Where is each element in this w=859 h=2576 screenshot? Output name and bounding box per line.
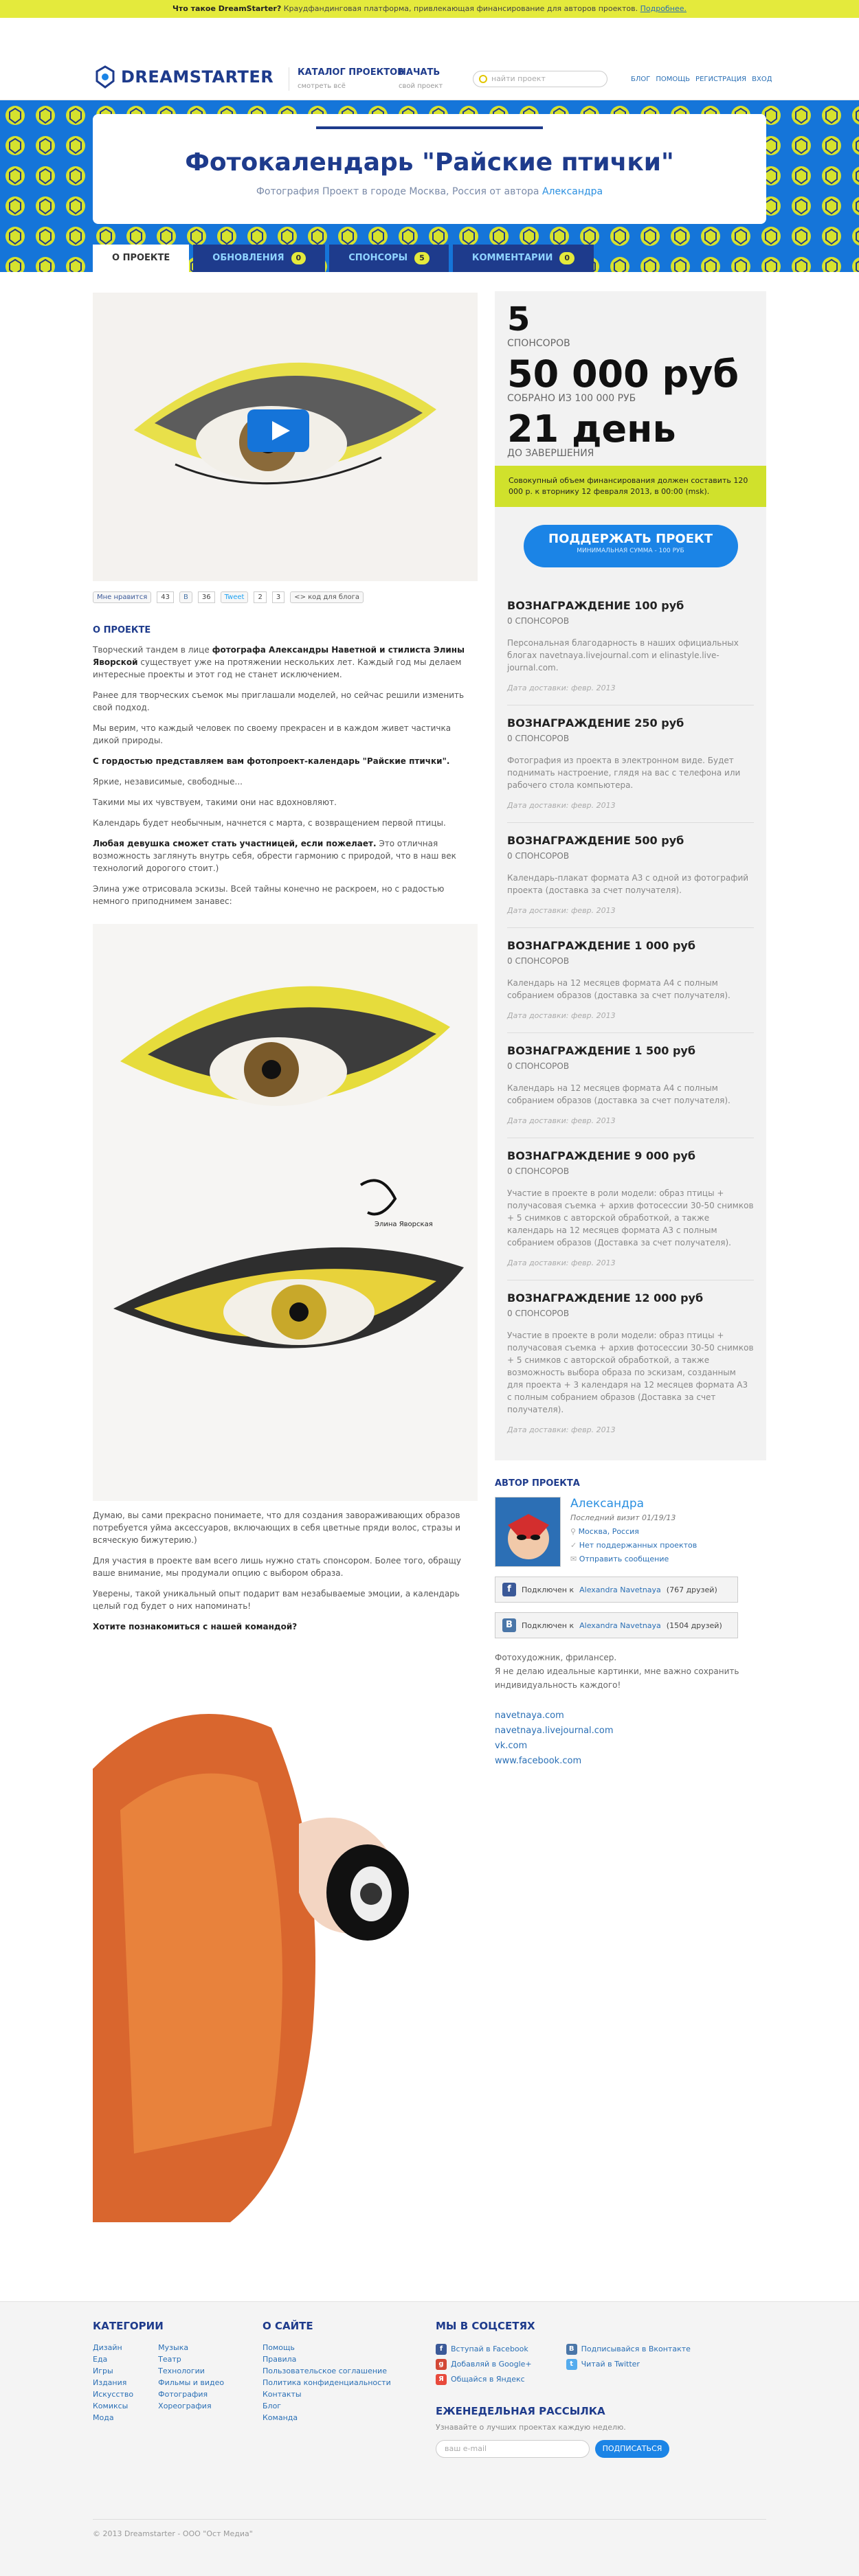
support-wrap <box>507 525 754 581</box>
footer-categories <box>93 2320 224 2424</box>
author-name[interactable]: Александра <box>570 1497 645 1511</box>
category-link[interactable]: Фильмы и видео <box>158 2378 225 2387</box>
reward-sponsors: 0 СПОНСОРОВ <box>507 1061 570 1071</box>
bold-text: фотографа Александры Наветной и стилиста Элины Яворской <box>93 645 465 667</box>
login-link[interactable]: ВХОД <box>752 76 772 83</box>
fb-profile-link[interactable]: Alexandra Navetnaya <box>579 1585 661 1594</box>
days-left: 21 день <box>507 407 676 451</box>
logo[interactable] <box>93 65 274 89</box>
register-link[interactable]: РЕГИСТРАЦИЯ <box>695 76 747 83</box>
about-paragraph <box>93 644 478 681</box>
tab-label: О ПРОЕКТЕ <box>112 252 170 263</box>
reward-date: Дата доставки: февр. 2013 <box>507 1011 616 1020</box>
yandex-link[interactable] <box>436 2372 532 2387</box>
tab-badge: 0 <box>291 252 306 264</box>
catalog-menu[interactable] <box>289 67 404 91</box>
category-link[interactable]: Мода <box>93 2413 114 2422</box>
text: Творческий тандем в лице <box>93 645 212 655</box>
reward-date: Дата доставки: февр. 2013 <box>507 906 616 915</box>
catalog-link[interactable]: КАТАЛОГ ПРОЕКТОВ <box>298 67 405 78</box>
reward-sponsors: 0 СПОНСОРОВ <box>507 956 570 966</box>
check-icon: ✓ <box>570 1541 579 1550</box>
reward-title: ВОЗНАГРАЖДЕНИЕ 12 000 руб <box>507 1291 704 1304</box>
sketches-image <box>93 924 478 1501</box>
reward-date: Дата доставки: февр. 2013 <box>507 683 616 692</box>
rewards-list <box>495 581 766 1460</box>
project-title-box <box>93 114 766 224</box>
bold-text: С гордостью представляем вам фотопроект-календарь "Райские птички". <box>93 756 450 766</box>
support-button[interactable] <box>524 525 738 567</box>
project-title: Фотокалендарь "Райские птички" <box>185 148 674 177</box>
category-link[interactable]: Хореография <box>158 2402 212 2410</box>
author-link[interactable]: navetnaya.com <box>495 1710 564 1721</box>
twitter-link[interactable] <box>566 2357 691 2372</box>
reward-sponsors: 0 СПОНСОРОВ <box>507 734 570 743</box>
author-link[interactable]: www.facebook.com <box>495 1756 582 1766</box>
about-link[interactable]: Пользовательское соглашение <box>263 2366 387 2375</box>
reward-title: ВОЗНАГРАЖДЕНИЕ 1 500 руб <box>507 1044 696 1057</box>
author-title: АВТОР ПРОЕКТА <box>495 1478 580 1489</box>
category-link[interactable]: Игры <box>93 2366 113 2375</box>
twitter-icon: t <box>566 2359 577 2370</box>
project-banner <box>0 100 859 272</box>
site-footer <box>0 2301 859 2576</box>
project-video[interactable] <box>93 293 478 581</box>
category-link[interactable]: Издания <box>93 2378 127 2387</box>
reward-desc: Персональная благодарность в наших официальных блогах navetnaya.livejournal.com и elinastyle.live-journal.com. <box>507 638 739 673</box>
tab-label: ОБНОВЛЕНИЯ <box>212 253 285 263</box>
tab-label: КОММЕНТАРИИ <box>471 253 553 263</box>
reward-date: Дата доставки: февр. 2013 <box>507 801 616 810</box>
about-paragraph: Для участия в проекте вам всего лишь нужно стать спонсором. Более того, обращу ваше внимание, мы продумали опцию с выбором образа. <box>93 1556 462 1578</box>
facebook-icon: f <box>502 1583 516 1596</box>
avatar-image <box>495 1498 561 1567</box>
play-button[interactable] <box>247 409 309 452</box>
reward-item[interactable] <box>507 588 754 705</box>
share-bar <box>93 588 478 606</box>
fb-connection <box>495 1577 738 1603</box>
logo-icon <box>93 65 117 89</box>
about-link[interactable]: Команда <box>263 2413 298 2422</box>
social-col <box>436 2342 532 2387</box>
gplus-count[interactable]: 2 <box>254 591 266 603</box>
reward-desc: Календарь на 12 месяцев формата А4 с полным собранием образов (доставка за счет получателя). <box>507 978 730 1000</box>
sketch-drawing <box>93 924 478 1501</box>
reward-date: Дата доставки: февр. 2013 <box>507 1258 616 1267</box>
about-paragraph: Яркие, независимые, свободные... <box>93 777 243 787</box>
message-label: Отправить сообщение <box>579 1555 669 1563</box>
sponsors-label: СПОНСОРОВ <box>507 338 570 349</box>
catalog-sub: смотреть всё <box>298 82 346 90</box>
social-label: Читай в Twitter <box>581 2360 640 2369</box>
category-link[interactable]: Музыка <box>158 2343 189 2352</box>
embed-button[interactable]: <> код для блога <box>290 591 364 603</box>
newsletter-text: Узнавайте о лучших проектах каждую неделю. <box>436 2423 626 2432</box>
about-paragraph <box>93 755 478 767</box>
conn-prefix: Подключен к <box>522 1620 574 1630</box>
about-link[interactable]: Контакты <box>263 2390 302 2399</box>
conn-prefix: Подключен к <box>522 1585 574 1594</box>
about-title: О ПРОЕКТЕ <box>93 625 151 635</box>
about-link[interactable]: Политика конфиденциальности <box>263 2378 391 2387</box>
support-label: ПОДДЕРЖАТЬ ПРОЕКТ <box>548 532 713 546</box>
funding-note: Совокупный объем финансирования должен составить 120 000 р. к вторнику 12 февраля 2013, в 00:00 (msk). <box>495 466 766 507</box>
text: существует уже на протяжении нескольких лет. Каждый год мы делаем интересные проекты и этот год не станет исключением. <box>93 657 462 679</box>
avatar[interactable] <box>495 1497 561 1567</box>
info-more-link[interactable]: Подробнее. <box>640 4 687 13</box>
raised-label: СОБРАНО ИЗ 100 000 РУБ <box>507 393 636 404</box>
info-text: Краудфандинговая платформа, привлекающая финансирование для авторов проектов. <box>281 4 640 13</box>
category-col <box>93 2342 133 2424</box>
author-block <box>495 1478 766 1769</box>
social-label: Подписывайся в Вконтакте <box>581 2345 691 2353</box>
vk-button[interactable]: В <box>179 591 192 603</box>
bio-line: Фотохудожник, фрилансер. <box>495 1653 617 1662</box>
author-link[interactable]: vk.com <box>495 1741 528 1751</box>
send-message-link[interactable] <box>570 1555 697 1563</box>
reward-item[interactable] <box>507 705 754 823</box>
vk-icon: B <box>502 1618 516 1632</box>
author-city <box>570 1527 697 1536</box>
footer-social <box>436 2320 766 2458</box>
start-sub: свой проект <box>399 82 443 90</box>
about-paragraph: Уверены, такой уникальный опыт подарит вам незабываемые эмоции, а календарь целый год будет о них напоминать! <box>93 1589 460 1611</box>
bold-text: Хотите познакомиться с нашей командой? <box>93 1622 298 1631</box>
category-link[interactable]: Дизайн <box>93 2343 122 2352</box>
text: Это отличная возможность заглянуть внутрь себя, обрести гармонию с природой, что в наш век технологий дорогого стоит.) <box>93 839 456 873</box>
author-text <box>570 1497 697 1567</box>
about-paragraph <box>93 1620 478 1633</box>
fb-like-button[interactable]: Мне нравится <box>93 591 151 603</box>
start-menu[interactable] <box>399 67 443 91</box>
tab-sponsors[interactable] <box>329 245 449 272</box>
top-links <box>631 76 772 83</box>
vk-icon: B <box>566 2344 577 2355</box>
reward-title: ВОЗНАГРАЖДЕНИЕ 1 000 руб <box>507 939 696 952</box>
gplus-icon: g <box>436 2359 447 2370</box>
about-paragraph: Элина уже отрисовала эскизы. Всей тайны конечно не раскроем, но с радостью немного приподнимем занавес: <box>93 884 445 906</box>
bold-text: Любая девушка сможет стать участницей, если пожелает. <box>93 839 377 848</box>
category-link[interactable]: Фотография <box>158 2390 208 2399</box>
tab-badge: 5 <box>414 252 430 264</box>
facebook-icon: f <box>436 2344 447 2355</box>
reward-desc: Календарь-плакат формата А3 с одной из фотографий проекта (доставка за счет получателя). <box>507 873 749 895</box>
vk-link[interactable] <box>566 2342 691 2357</box>
bio-line: Я не делаю идеальные картинки, мне важно сохранить индивидуальность каждого! <box>495 1667 739 1690</box>
author-projects[interactable] <box>570 1541 697 1550</box>
fb-friends: (767 друзей) <box>666 1585 717 1594</box>
social-label: Общайся в Яндекс <box>451 2375 525 2384</box>
author-last-visit: Последний визит 01/19/13 <box>570 1513 676 1522</box>
tab-badge: 0 <box>559 252 574 264</box>
author-link[interactable]: Александра <box>542 186 603 197</box>
sponsors-count: 5 <box>507 300 531 339</box>
help-link[interactable]: ПОМОЩЬ <box>656 76 691 83</box>
reward-sponsors: 0 СПОНСОРОВ <box>507 851 570 861</box>
reward-title: ВОЗНАГРАЖДЕНИЕ 500 руб <box>507 834 684 847</box>
reward-desc: Участие в проекте в роли модели: образ птицы + получасовая съемка + архив фотосессии 30-50 снимков + 5 снимков с авторской обработкой, а также возможность выбора образа по эскизам, созданным для проекта + 3 календаря на 12 месяцев формата А3 с полным собранием образов (Доставка за счет получателя). <box>507 1331 754 1414</box>
reward-date: Дата доставки: февр. 2013 <box>507 1425 616 1434</box>
project-subtitle <box>93 186 766 197</box>
author-links <box>495 1708 766 1769</box>
reward-sponsors: 0 СПОНСОРОВ <box>507 1166 570 1176</box>
funding-stats <box>495 291 766 581</box>
vk-connection <box>495 1612 738 1638</box>
tab-about[interactable] <box>93 245 189 272</box>
reward-title: ВОЗНАГРАЖДЕНИЕ 100 руб <box>507 599 684 612</box>
signature-caption: Элина Яворская <box>375 1221 433 1228</box>
footer-about <box>263 2320 391 2424</box>
fb-count: 43 <box>157 591 174 603</box>
support-sub: МИНИМАЛЬНАЯ СУММА - 100 РУБ <box>577 547 684 554</box>
reward-sponsors: 0 СПОНСОРОВ <box>507 616 570 626</box>
copyright: © 2013 Dreamstarter - ООО "Ост Медиа" <box>93 2519 766 2538</box>
author-bio <box>495 1651 766 1692</box>
info-lead: Что такое DreamStarter? <box>172 4 282 13</box>
yandex-icon: Я <box>436 2374 447 2385</box>
category-link[interactable]: Искусство <box>93 2390 134 2399</box>
social-col <box>566 2342 691 2387</box>
category-link[interactable]: Театр <box>158 2355 181 2364</box>
reward-item[interactable] <box>507 928 754 1033</box>
reward-sponsors: 0 СПОНСОРОВ <box>507 1309 570 1318</box>
about-paragraph <box>93 837 478 874</box>
about-paragraph: Ранее для творческих съемок мы приглашали моделей, но сейчас решили изменить свой подход. <box>93 690 465 712</box>
social-label: Добавляй в Google+ <box>451 2360 532 2369</box>
project-tabs <box>93 245 598 272</box>
tab-updates[interactable] <box>193 245 325 272</box>
about-link[interactable]: Помощь <box>263 2343 295 2352</box>
ok-count[interactable]: 3 <box>272 591 285 603</box>
author-info <box>495 1497 766 1567</box>
vk-count: 36 <box>198 591 215 603</box>
sidebar <box>495 291 766 1769</box>
category-col <box>158 2342 224 2424</box>
social-label: Вступай в Facebook <box>451 2345 528 2353</box>
search-placeholder: найти проект <box>491 74 546 83</box>
category-link[interactable]: Технологии <box>158 2366 205 2375</box>
info-bar <box>0 0 859 18</box>
start-link[interactable]: НАЧАТЬ <box>399 67 440 78</box>
about-paragraph: Такими мы их чувствуем, такими они нас вдохновляют. <box>93 798 337 807</box>
title-rule <box>316 126 543 129</box>
about-paragraph: Думаю, вы сами прекрасно понимаете, что для создания завораживающих образов потребуется уйма аксессуаров, включающих в себя цветные пряди волос, стразы и всяческую бижутерию.) <box>93 1511 461 1545</box>
reward-desc: Календарь на 12 месяцев формата А4 с полным собранием образов (доставка за счет получателя). <box>507 1083 730 1105</box>
reward-date: Дата доставки: февр. 2013 <box>507 1116 616 1125</box>
about-link[interactable]: Блог <box>263 2402 282 2410</box>
about-paragraph: Календарь будет необычным, начнется с марта, с возвращением первой птицы. <box>93 818 446 828</box>
category-link[interactable]: Еда <box>93 2355 108 2364</box>
subtitle-text: Фотография Проект в городе Москва, Россия от автора <box>256 186 542 197</box>
author-link[interactable]: navetnaya.livejournal.com <box>495 1726 614 1736</box>
team-photo <box>93 1645 478 2222</box>
search-icon <box>479 75 487 83</box>
category-link[interactable]: Комиксы <box>93 2402 129 2410</box>
main-column <box>93 293 478 2222</box>
reward-item[interactable] <box>507 823 754 928</box>
reward-item[interactable] <box>507 1138 754 1280</box>
tab-comments[interactable] <box>453 245 594 272</box>
location-icon: ⚲ <box>570 1527 579 1536</box>
gplus-link[interactable] <box>436 2357 532 2372</box>
reward-desc: Фотография из проекта в электронном виде. Будет поднимать настроение, глядя на вас с телефона или рабочего стола компьютера. <box>507 756 741 790</box>
logo-text: DREAMSTARTER <box>121 67 274 87</box>
projects-label: Нет поддержанных проектов <box>579 1541 698 1550</box>
search-input[interactable] <box>473 71 607 87</box>
raised-amount: 50 000 руб <box>507 352 739 396</box>
tweet-button[interactable]: Tweet <box>221 591 249 603</box>
email-field[interactable]: ваш e-mail <box>436 2440 590 2458</box>
footer-title: О САЙТЕ <box>263 2320 313 2332</box>
newsletter-title: ЕЖЕНЕДЕЛЬНАЯ РАССЫЛКА <box>436 2405 605 2417</box>
reward-title: ВОЗНАГРАЖДЕНИЕ 250 руб <box>507 716 684 730</box>
city-label: Москва, Россия <box>578 1527 639 1536</box>
vk-friends: (1504 друзей) <box>666 1620 722 1630</box>
reward-item[interactable] <box>507 1033 754 1138</box>
vk-profile-link[interactable]: Alexandra Navetnaya <box>579 1620 661 1630</box>
tab-label: СПОНСОРЫ <box>348 253 408 263</box>
footer-title: КАТЕГОРИИ <box>93 2320 164 2332</box>
reward-title: ВОЗНАГРАЖДЕНИЕ 9 000 руб <box>507 1149 696 1162</box>
footer-title: МЫ В СОЦСЕТЯХ <box>436 2320 535 2332</box>
about-link[interactable]: Правила <box>263 2355 297 2364</box>
mail-icon: ✉ <box>570 1555 579 1563</box>
about-paragraph: Мы верим, что каждый человек по своему прекрасен и в каждом живет частичка дикой природы. <box>93 723 451 745</box>
reward-desc: Участие в проекте в роли модели: образ птицы + получасовая съемка + архив фотосессии 30-50 снимков + 5 снимков с авторской обработкой, а также календарь на 12 месяцев формата А3 с полным собранием образов (Доставка за счет получателя). <box>507 1188 754 1247</box>
facebook-link[interactable] <box>436 2342 532 2357</box>
newsletter-form <box>436 2440 766 2458</box>
reward-item[interactable] <box>507 1280 754 1447</box>
days-label: ДО ЗАВЕРШЕНИЯ <box>507 448 594 459</box>
blog-link[interactable]: БЛОГ <box>631 76 651 83</box>
subscribe-button[interactable]: ПОДПИСАТЬСЯ <box>595 2440 669 2458</box>
site-header <box>0 18 859 100</box>
photo-image <box>93 1645 478 2222</box>
